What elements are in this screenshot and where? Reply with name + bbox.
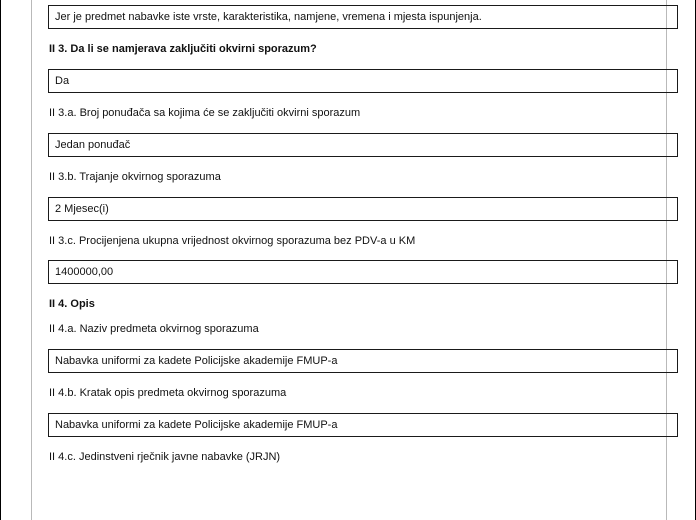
framework-agreement-answer-field: Da xyxy=(48,69,678,93)
subject-name-field: Nabavka uniformi za kadete Policijske akademije FMUP-a xyxy=(48,349,678,373)
ii4c-label: II 4.c. Jedinstveni rječnik javne nabavke (JRJN) xyxy=(49,451,281,463)
short-description-field: Nabavka uniformi za kadete Policijske akademije FMUP-a xyxy=(48,413,678,437)
section-ii4-heading: II 4. Opis xyxy=(49,298,95,310)
reason-field: Jer je predmet nabavke iste vrste, karakteristika, namjene, vremena i mjesta ispunjenja. xyxy=(48,5,678,29)
ii4b-label: II 4.b. Kratak opis predmeta okvirnog sporazuma xyxy=(49,387,287,399)
estimated-value-field: 1400000,00 xyxy=(48,260,678,284)
agreement-duration-field: 2 Mjesec(i) xyxy=(48,197,678,221)
ii4a-label: II 4.a. Naziv predmeta okvirnog sporazuma xyxy=(49,323,259,335)
ii3b-label: II 3.b. Trajanje okvirnog sporazuma xyxy=(49,171,221,183)
ii3a-label: II 3.a. Broj ponuđača sa kojima će se zaključiti okvirni sporazum xyxy=(49,107,361,119)
ii3c-label: II 3.c. Procijenjena ukupna vrijednost okvirnog sporazuma bez PDV-a u KM xyxy=(49,235,416,247)
section-ii3-heading: II 3. Da li se namjerava zaključiti okvirni sporazum? xyxy=(49,43,317,55)
bidders-count-field: Jedan ponuđač xyxy=(48,133,678,157)
